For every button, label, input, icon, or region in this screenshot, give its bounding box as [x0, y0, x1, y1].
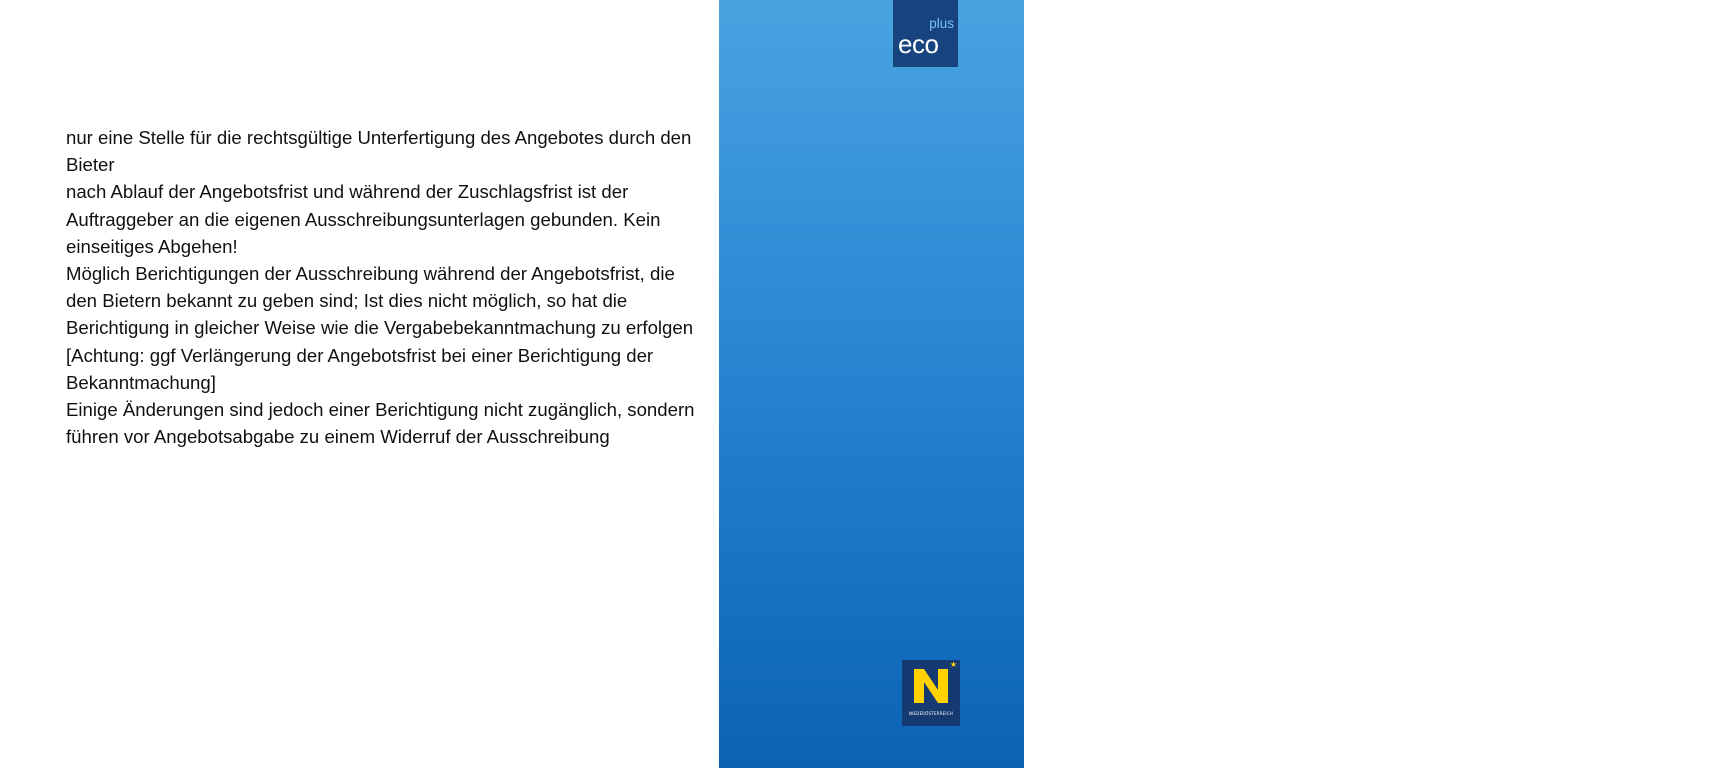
niederoesterreich-logo: [902, 660, 960, 726]
paragraph-withdrawal: Einige Änderungen sind jedoch einer Berichtigung nicht zugänglich, sondern führen vor Angebotsabgabe zu einem Widerruf der Ausschreibung: [66, 399, 695, 448]
noe-logo-text: NIEDERÖSTERREICH: [908, 711, 953, 716]
paragraph-signature: nur eine Stelle für die rechtsgültige Unterfertigung des Angebotes durch den Bieter: [66, 127, 692, 176]
sidebar-panel: [719, 0, 1641, 768]
ecoplus-logo: [893, 0, 958, 67]
star-icon: ★: [949, 660, 957, 669]
slide-title: [1451, 118, 1736, 211]
paragraph-binding: nach Ablauf der Angebotsfrist und während der Zuschlagsfrist ist der Auftraggeber an die eigenen Ausschreibungsunterlagen gebunden. Kein einseitiges Abgehen!: [66, 181, 661, 257]
slide-title-line: Ausschreibungs-: [1451, 150, 1641, 178]
n-letter-icon: [911, 666, 951, 706]
slide-title-line: Inhalt der: [1451, 119, 1558, 147]
paragraph-corrections: Möglich Berichtigungen der Ausschreibung während der Angebotsfrist, die den Bietern bekannt zu geben sind; Ist dies nicht möglich, so hat die Berichtigung in gleicher Weise wie die Vergabebekanntmachung zu erfolgen [Achtung: ggf Verlängerung der Angebotsfrist bei einer Berichtigung der Bekanntmachung]: [66, 263, 694, 393]
logo-plus-text: plus: [929, 16, 954, 31]
slide-title-line: unterlagen: [1451, 181, 1572, 209]
slide-body: [66, 124, 706, 450]
logo-eco-text: eco: [898, 29, 939, 59]
